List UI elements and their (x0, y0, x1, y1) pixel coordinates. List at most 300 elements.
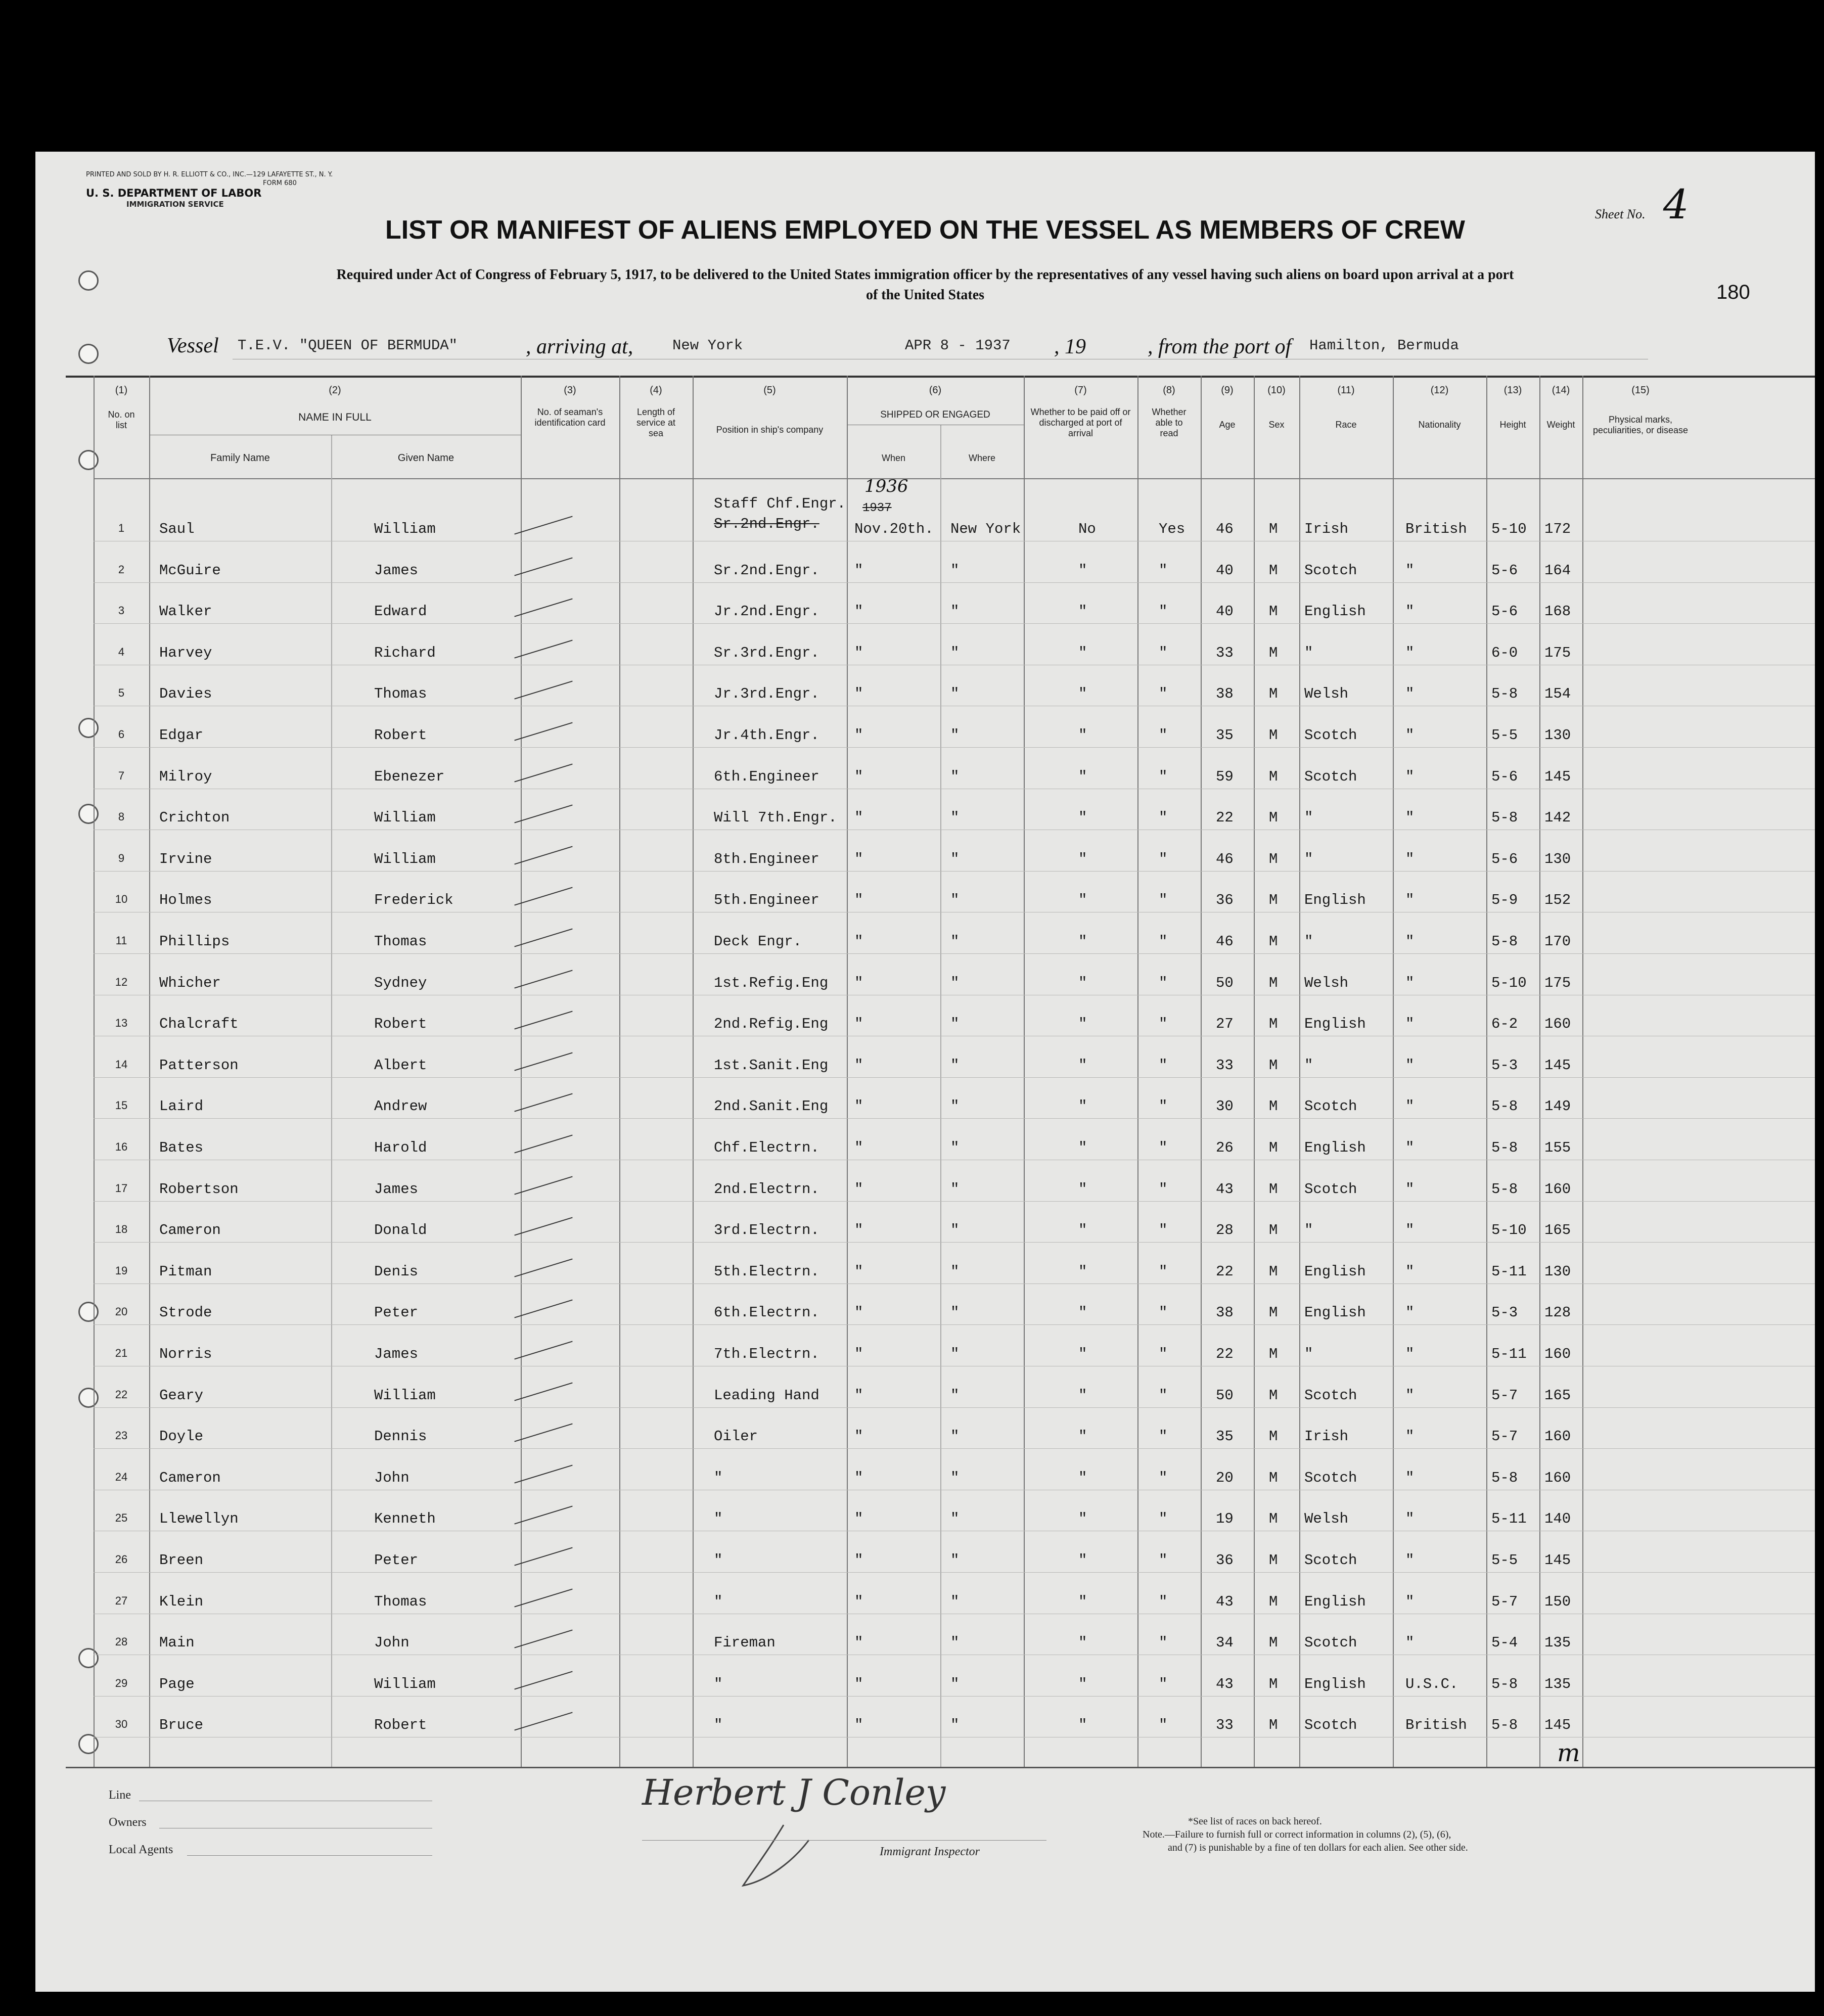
cell-sex: M (1269, 975, 1278, 991)
cell-sex: M (1269, 645, 1278, 661)
col4-number: (4) (650, 385, 662, 396)
row1-struck-position: Sr.2nd.Engr. (714, 516, 819, 532)
col12-label: Nationality (1418, 420, 1461, 430)
inspector-underline (642, 1840, 1046, 1841)
cell-position: " (714, 1510, 723, 1527)
cell-able-to-read: " (1159, 851, 1168, 867)
col10-number: (10) (1267, 385, 1286, 396)
cell-shipped-when: " (854, 603, 863, 620)
cell-given-name: Albert (374, 1057, 427, 1074)
cell-race: English (1304, 1593, 1366, 1610)
cell-paid-off: " (1078, 1181, 1087, 1198)
sheet-label: Sheet No. (1595, 207, 1646, 221)
manifest-sheet (35, 152, 1815, 1992)
cell-family-name: Page (159, 1676, 195, 1692)
row-number: 10 (115, 893, 128, 905)
cell-shipped-where: " (950, 1510, 960, 1527)
punch-hole (78, 1302, 99, 1322)
col1-number: (1) (115, 385, 128, 396)
cell-position: Leading Hand (714, 1387, 819, 1404)
cell-shipped-when: " (854, 892, 863, 908)
cell-position: " (714, 1470, 723, 1486)
cell-given-name: Peter (374, 1304, 419, 1321)
cell-age: 38 (1216, 1304, 1234, 1321)
page-number: 180 (1716, 281, 1750, 303)
cell-weight: 160 (1544, 1016, 1571, 1032)
cell-sex: M (1269, 603, 1278, 620)
row-separator (94, 953, 1815, 954)
cell-nationality: " (1405, 1181, 1415, 1198)
cell-position: 7th.Electrn. (714, 1346, 819, 1362)
cell-able-to-read: " (1159, 603, 1168, 620)
cell-family-name: Geary (159, 1387, 204, 1404)
cell-paid-off: " (1078, 1387, 1087, 1404)
cell-race: Scotch (1304, 727, 1357, 744)
col14-number: (14) (1552, 385, 1570, 396)
id-card-check-mark (514, 1547, 572, 1566)
cell-sex: M (1269, 1057, 1278, 1074)
cell-paid-off: " (1078, 768, 1087, 785)
cell-nationality: " (1405, 933, 1415, 950)
cell-paid-off: " (1078, 851, 1087, 867)
cell-able-to-read: " (1159, 1057, 1168, 1074)
cell-position: 6th.Electrn. (714, 1304, 819, 1321)
cell-weight: 165 (1544, 1222, 1571, 1239)
cell-able-to-read: " (1159, 1387, 1168, 1404)
cell-weight: 160 (1544, 1428, 1571, 1445)
row-number: 9 (118, 852, 125, 864)
cell-given-name: John (374, 1634, 409, 1651)
col-rule (521, 376, 522, 1767)
cell-given-name: Edward (374, 603, 427, 620)
row-separator (94, 1324, 1815, 1325)
cell-sex: M (1269, 1098, 1278, 1115)
cell-shipped-where: " (950, 1593, 960, 1610)
cell-age: 36 (1216, 892, 1234, 908)
cell-paid-off: " (1078, 1139, 1087, 1156)
row-number: 16 (115, 1140, 128, 1153)
cell-family-name: Harvey (159, 645, 212, 661)
cell-shipped-when: " (854, 1263, 863, 1280)
row-number: 20 (115, 1305, 128, 1318)
cell-weight: 142 (1544, 809, 1571, 826)
cell-nationality: " (1405, 1057, 1415, 1074)
cell-weight: 160 (1544, 1181, 1571, 1198)
cell-nationality: " (1405, 1470, 1415, 1486)
col8-number: (8) (1163, 385, 1175, 396)
row-number: 13 (115, 1017, 128, 1029)
cell-position: 5th.Electrn. (714, 1263, 819, 1280)
cell-shipped-when: " (854, 768, 863, 785)
cell-weight: 130 (1544, 727, 1571, 744)
id-card-check-mark (514, 1589, 572, 1608)
cell-given-name: Frederick (374, 892, 453, 908)
row-number: 11 (115, 934, 127, 947)
cell-weight: 170 (1544, 933, 1571, 950)
cell-paid-off: " (1078, 892, 1087, 908)
cell-paid-off: " (1078, 1593, 1087, 1610)
cell-race: Scotch (1304, 1387, 1357, 1404)
id-card-check-mark (514, 887, 572, 906)
cell-height: 5-8 (1491, 1181, 1518, 1198)
row-number: 14 (115, 1058, 128, 1071)
cell-position: 2nd.Refig.Eng (714, 1016, 829, 1032)
cell-given-name: James (374, 1346, 419, 1362)
cell-shipped-where: " (950, 1181, 960, 1198)
cell-able-to-read: " (1159, 645, 1168, 661)
cell-sex: M (1269, 1717, 1278, 1733)
cell-family-name: Davies (159, 685, 212, 702)
id-card-check-mark (514, 1093, 572, 1112)
cell-shipped-where: " (950, 851, 960, 867)
year-label: , 19 (1054, 335, 1086, 358)
cell-able-to-read: " (1159, 1428, 1168, 1445)
cell-race: Scotch (1304, 1098, 1357, 1115)
row-number: 21 (115, 1347, 128, 1359)
cell-able-to-read: " (1159, 685, 1168, 702)
cell-height: 5-4 (1491, 1634, 1518, 1651)
agents-label: Local Agents (109, 1843, 173, 1856)
cell-height: 5-7 (1491, 1428, 1518, 1445)
cell-able-to-read: " (1159, 1593, 1168, 1610)
cell-age: 27 (1216, 1016, 1234, 1032)
id-card-check-mark (514, 1259, 572, 1277)
inspector-signature: Herbert J Conley (642, 1772, 946, 1813)
cell-given-name: Peter (374, 1552, 419, 1569)
cell-able-to-read: " (1159, 1717, 1168, 1733)
cell-sex: M (1269, 1593, 1278, 1610)
cell-position: 1st.Refig.Eng (714, 975, 829, 991)
cell-race: English (1304, 892, 1366, 908)
cell-shipped-where: " (950, 892, 960, 908)
cell-race: Welsh (1304, 1510, 1349, 1527)
arrival-date: APR 8 - 1937 (905, 337, 1011, 354)
cell-age: 22 (1216, 809, 1234, 826)
cell-age: 46 (1216, 851, 1234, 867)
cell-nationality: " (1405, 562, 1415, 579)
cell-weight: 155 (1544, 1139, 1571, 1156)
cell-height: 5-8 (1491, 1717, 1518, 1733)
cell-race: " (1304, 851, 1313, 867)
cell-shipped-when: " (854, 1181, 863, 1198)
cell-given-name: Donald (374, 1222, 427, 1239)
cell-shipped-when: Nov.20th. (854, 521, 934, 537)
cell-weight: 135 (1544, 1634, 1571, 1651)
col1-label: No. on list (108, 409, 135, 430)
cell-position: 5th.Engineer (714, 892, 819, 908)
cell-weight: 150 (1544, 1593, 1571, 1610)
cell-nationality: " (1405, 892, 1415, 908)
cell-height: 5-3 (1491, 1057, 1518, 1074)
cell-able-to-read: " (1159, 1304, 1168, 1321)
row-number: 5 (118, 686, 125, 699)
cell-given-name: Robert (374, 727, 427, 744)
cell-position: Jr.4th.Engr. (714, 727, 819, 744)
cell-race: English (1304, 1016, 1366, 1032)
cell-position: 8th.Engineer (714, 851, 819, 867)
cell-shipped-when: " (854, 975, 863, 991)
cell-shipped-where: " (950, 1717, 960, 1733)
cell-paid-off: " (1078, 1717, 1087, 1733)
fine-note-2: and (7) is punishable by a fine of ten dollars for each alien. See other side. (1168, 1842, 1468, 1853)
cell-sex: M (1269, 892, 1278, 908)
cell-sex: M (1269, 933, 1278, 950)
cell-position: Will 7th.Engr. (714, 809, 837, 826)
id-card-check-mark (514, 1506, 572, 1525)
cell-age: 33 (1216, 1717, 1234, 1733)
cell-height: 6-0 (1491, 645, 1518, 661)
cell-race: Scotch (1304, 1717, 1357, 1733)
cell-nationality: " (1405, 1510, 1415, 1527)
signature-flourish (723, 1820, 875, 1896)
row-separator (94, 747, 1815, 748)
cell-able-to-read: " (1159, 892, 1168, 908)
cell-nationality: " (1405, 1387, 1415, 1404)
col-rule (1201, 376, 1202, 1767)
cell-paid-off: " (1078, 1057, 1087, 1074)
cell-shipped-when: " (854, 727, 863, 744)
cell-shipped-where: " (950, 1387, 960, 1404)
cell-position: 2nd.Sanit.Eng (714, 1098, 829, 1115)
row-number: 27 (115, 1594, 128, 1607)
cell-given-name: Sydney (374, 975, 427, 991)
punch-hole (78, 1648, 99, 1668)
id-card-check-mark (514, 640, 572, 659)
cell-race: Scotch (1304, 562, 1357, 579)
col7-number: (7) (1074, 385, 1087, 396)
cell-shipped-when: " (854, 851, 863, 867)
row-number: 6 (118, 728, 125, 741)
cell-race: English (1304, 1263, 1366, 1280)
cell-nationality: " (1405, 1346, 1415, 1362)
cell-paid-off: " (1078, 1098, 1087, 1115)
cell-nationality: British (1405, 1717, 1467, 1733)
inspector-label: Immigrant Inspector (880, 1845, 980, 1858)
cell-family-name: Pitman (159, 1263, 212, 1280)
cell-age: 50 (1216, 975, 1234, 991)
punch-hole (78, 718, 99, 738)
cell-family-name: Robertson (159, 1181, 239, 1198)
cell-height: 5-8 (1491, 809, 1518, 826)
cell-height: 5-8 (1491, 1470, 1518, 1486)
cell-shipped-when: " (854, 1717, 863, 1733)
cell-given-name: Robert (374, 1016, 427, 1032)
cell-shipped-when: " (854, 1510, 863, 1527)
row-separator (94, 1448, 1815, 1449)
col8-label: Whether able to read (1152, 407, 1187, 438)
id-card-check-mark (514, 1341, 572, 1360)
row-number: 25 (115, 1511, 128, 1524)
cell-weight: 140 (1544, 1510, 1571, 1527)
id-card-check-mark (514, 1300, 572, 1318)
col12-number: (12) (1430, 385, 1449, 396)
cell-shipped-when: " (854, 1593, 863, 1610)
cell-position: 6th.Engineer (714, 768, 819, 785)
cell-weight: 130 (1544, 1263, 1571, 1280)
cell-shipped-when: " (854, 1139, 863, 1156)
row1-year-handwritten: 1936 (864, 476, 908, 496)
cell-able-to-read: " (1159, 1222, 1168, 1239)
cell-age: 34 (1216, 1634, 1234, 1651)
id-card-check-mark (514, 558, 572, 576)
cell-paid-off: " (1078, 1304, 1087, 1321)
col6-label: SHIPPED OR ENGAGED (880, 409, 990, 420)
cell-shipped-where: " (950, 1139, 960, 1156)
cell-height: 5-7 (1491, 1387, 1518, 1404)
cell-height: 5-10 (1491, 521, 1527, 537)
col9-number: (9) (1221, 385, 1234, 396)
cell-nationality: " (1405, 1593, 1415, 1610)
row-number: 8 (118, 810, 125, 823)
cell-able-to-read: " (1159, 933, 1168, 950)
cell-given-name: Andrew (374, 1098, 427, 1115)
cell-height: 5-11 (1491, 1263, 1527, 1280)
cell-nationality: " (1405, 1428, 1415, 1445)
cell-given-name: Richard (374, 645, 436, 661)
cell-height: 5-9 (1491, 892, 1518, 908)
cell-race: Irish (1304, 1428, 1349, 1445)
cell-able-to-read: " (1159, 975, 1168, 991)
cell-given-name: Robert (374, 1717, 427, 1733)
cell-race: " (1304, 1222, 1313, 1239)
cell-age: 46 (1216, 521, 1234, 537)
cell-given-name: Kenneth (374, 1510, 436, 1527)
cell-shipped-where: " (950, 809, 960, 826)
col6-when-label: When (881, 453, 906, 463)
cell-sex: M (1269, 1387, 1278, 1404)
cell-race: " (1304, 809, 1313, 826)
cell-able-to-read: " (1159, 727, 1168, 744)
cell-sex: M (1269, 1634, 1278, 1651)
cell-family-name: Llewellyn (159, 1510, 239, 1527)
cell-able-to-read: " (1159, 1346, 1168, 1362)
cell-shipped-where: " (950, 685, 960, 702)
cell-shipped-where: " (950, 975, 960, 991)
cell-weight: 172 (1544, 521, 1571, 537)
cell-height: 5-6 (1491, 768, 1518, 785)
cell-able-to-read: " (1159, 1634, 1168, 1651)
row-number: 17 (115, 1182, 128, 1195)
cell-nationality: " (1405, 809, 1415, 826)
cell-height: 5-8 (1491, 685, 1518, 702)
cell-family-name: Holmes (159, 892, 212, 908)
cell-paid-off: " (1078, 1428, 1087, 1445)
cell-age: 43 (1216, 1593, 1234, 1610)
row-number: 18 (115, 1223, 128, 1235)
cell-weight: 149 (1544, 1098, 1571, 1115)
cell-nationality: " (1405, 851, 1415, 867)
cell-nationality: " (1405, 1222, 1415, 1239)
cell-position: Jr.2nd.Engr. (714, 603, 819, 620)
cell-race: Irish (1304, 521, 1349, 537)
vessel-name: T.E.V. "QUEEN OF BERMUDA" (238, 337, 458, 354)
cell-age: 22 (1216, 1263, 1234, 1280)
cell-shipped-when: " (854, 1304, 863, 1321)
row-separator (94, 1696, 1815, 1697)
cell-height: 5-11 (1491, 1510, 1527, 1527)
id-card-check-mark (514, 1011, 572, 1030)
cell-able-to-read: " (1159, 562, 1168, 579)
sheet-number: 4 (1663, 181, 1689, 228)
fine-note-1: Note.—Failure to furnish full or correct information in columns (2), (5), (6), (1143, 1829, 1451, 1840)
cell-sex: M (1269, 1552, 1278, 1569)
col-rule (940, 425, 941, 1767)
table-top-rule (66, 376, 1815, 378)
cell-nationality: " (1405, 645, 1415, 661)
cell-age: 43 (1216, 1181, 1234, 1198)
cell-paid-off: No (1078, 521, 1096, 537)
cell-shipped-where: " (950, 1016, 960, 1032)
cell-given-name: Thomas (374, 933, 427, 950)
cell-shipped-where: " (950, 645, 960, 661)
cell-age: 59 (1216, 768, 1234, 785)
cell-race: English (1304, 1304, 1366, 1321)
cell-position: Fireman (714, 1634, 776, 1651)
cell-age: 22 (1216, 1346, 1234, 1362)
cell-age: 33 (1216, 645, 1234, 661)
table-bottom-rule (66, 1767, 1815, 1768)
cell-sex: M (1269, 1428, 1278, 1445)
col2-label: NAME IN FULL (298, 411, 372, 423)
cell-race: " (1304, 1346, 1313, 1362)
cell-height: 5-3 (1491, 1304, 1518, 1321)
cell-shipped-where: " (950, 1263, 960, 1280)
cell-sex: M (1269, 1346, 1278, 1362)
col3-label: No. of seaman's identification card (534, 407, 606, 428)
cell-age: 50 (1216, 1387, 1234, 1404)
cell-race: " (1304, 645, 1313, 661)
id-card-check-mark (514, 1671, 572, 1690)
cell-shipped-where: " (950, 1098, 960, 1115)
punch-hole (78, 450, 99, 470)
cell-shipped-where: " (950, 1634, 960, 1651)
row-separator (94, 1572, 1815, 1573)
cell-position: " (714, 1593, 723, 1610)
cell-given-name: William (374, 1387, 436, 1404)
row-number: 7 (118, 769, 125, 782)
col9-label: Age (1219, 420, 1236, 430)
cell-paid-off: " (1078, 685, 1087, 702)
cell-family-name: Main (159, 1634, 195, 1651)
cell-shipped-when: " (854, 1428, 863, 1445)
id-card-check-mark (514, 1217, 572, 1236)
cell-weight: 145 (1544, 1057, 1571, 1074)
cell-age: 38 (1216, 685, 1234, 702)
cell-able-to-read: " (1159, 1016, 1168, 1032)
id-card-check-mark (514, 1383, 572, 1401)
cell-given-name: William (374, 809, 436, 826)
cell-paid-off: " (1078, 933, 1087, 950)
id-card-check-mark (514, 1176, 572, 1195)
col13-label: Height (1499, 420, 1526, 430)
id-card-check-mark (514, 970, 572, 989)
cell-height: 5-6 (1491, 603, 1518, 620)
cell-nationality: British (1405, 521, 1467, 537)
col-rule (693, 376, 694, 1767)
cell-family-name: Bates (159, 1139, 204, 1156)
page-title: LIST OR MANIFEST OF ALIENS EMPLOYED ON THE VESSEL AS MEMBERS OF CREW (385, 215, 1465, 245)
cell-height: 5-6 (1491, 562, 1518, 579)
col-rule (1486, 376, 1487, 1767)
cell-nationality: " (1405, 1634, 1415, 1651)
initials-mark: m (1557, 1739, 1580, 1767)
col14-label: Weight (1546, 420, 1575, 430)
cell-race: English (1304, 1676, 1366, 1692)
col-rule (1582, 376, 1583, 1767)
cell-family-name: Edgar (159, 727, 204, 744)
row-number: 1 (118, 522, 125, 534)
row-number: 2 (118, 563, 125, 576)
